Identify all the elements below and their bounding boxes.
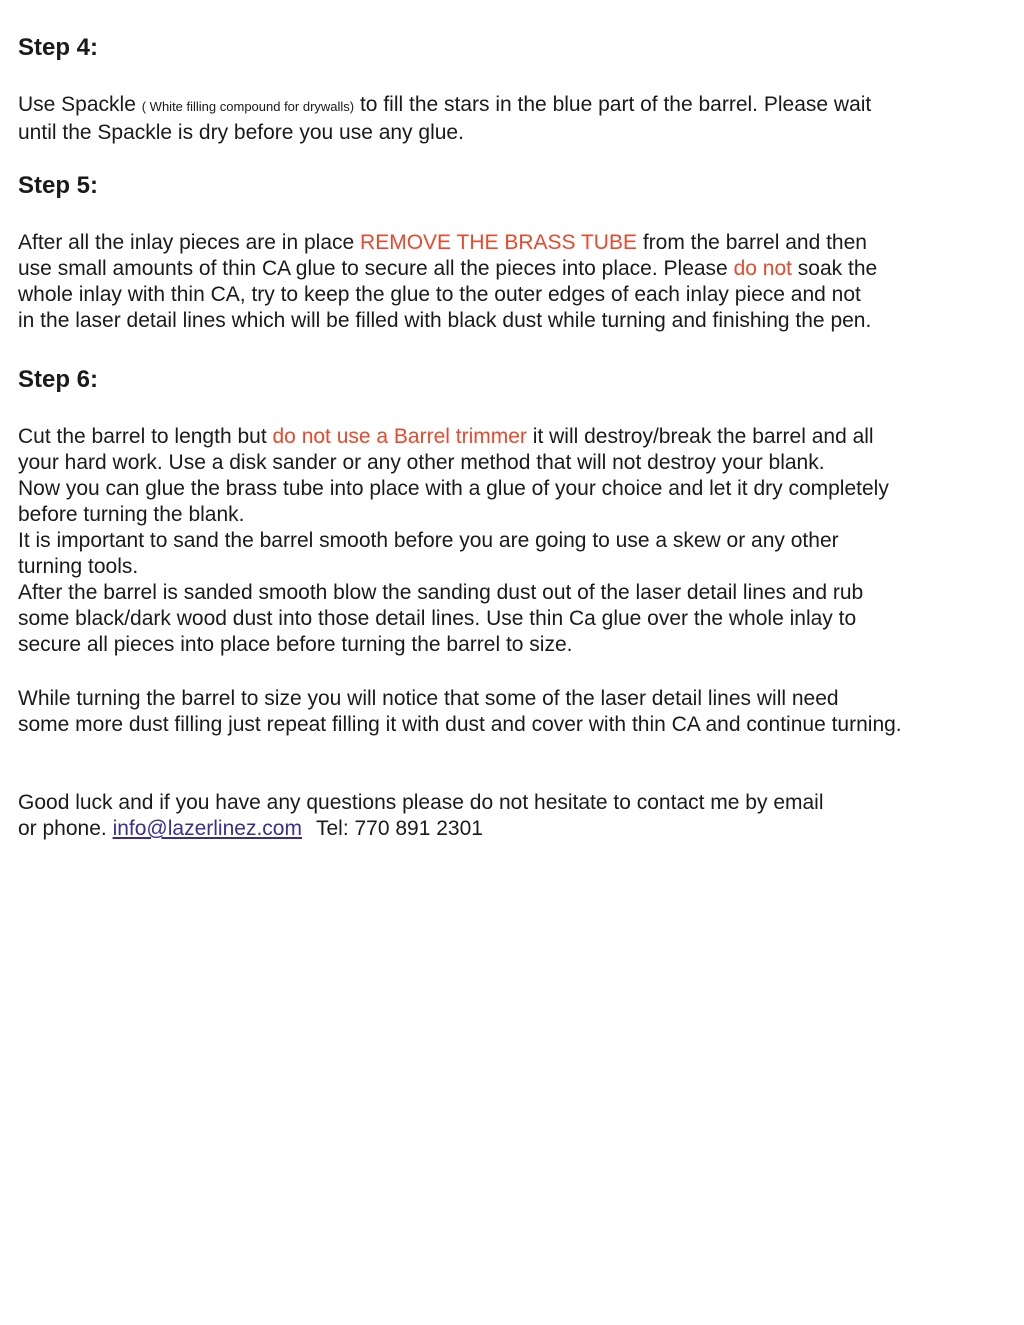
barrel-trimmer-warning: do not use a Barrel trimmer <box>272 425 527 448</box>
step-5-paragraph <box>18 230 877 334</box>
step-6-text: secure all pieces into place before turning the barrel to size. <box>18 633 573 656</box>
step-4-text: to fill the stars in the blue part of the barrel. Please wait <box>354 93 872 116</box>
closing-text: or phone. <box>18 817 113 840</box>
do-not-warning: do not <box>733 257 792 280</box>
step-5-text: soak the <box>791 257 878 280</box>
spackle-note: ( White filling compound for drywalls) <box>141 99 355 114</box>
step-6-text: before turning the blank. <box>18 503 245 526</box>
step-6-paragraph <box>18 424 889 658</box>
email-link[interactable]: info@lazerlinez.com <box>112 817 302 840</box>
turning-text: some more dust filling just repeat filling it with dust and cover with thin CA and continue turning. <box>18 713 902 736</box>
turning-text: While turning the barrel to size you will notice that some of the laser detail lines will need <box>18 687 839 710</box>
step-6-text: it will destroy/break the barrel and all <box>526 425 874 448</box>
step-5-text: from the barrel and then <box>637 231 867 254</box>
step-5-text: use small amounts of thin CA glue to secure all the pieces into place. Please <box>18 257 734 280</box>
step-4-paragraph <box>18 92 871 146</box>
turning-paragraph <box>18 686 902 738</box>
closing-paragraph <box>18 790 824 842</box>
remove-brass-tube-warning: REMOVE THE BRASS TUBE <box>360 231 637 254</box>
step-6-heading: Step 6: <box>18 366 99 393</box>
step-5-heading: Step 5: <box>18 172 99 199</box>
step-5-text: After all the inlay pieces are in place <box>18 231 361 254</box>
step-6-text: It is important to sand the barrel smooth before you are going to use a skew or any other <box>18 529 839 552</box>
step-4-text: Use Spackle <box>18 93 142 116</box>
step-6-text: turning tools. <box>18 555 139 578</box>
phone-number: Tel: 770 891 2301 <box>315 817 483 840</box>
step-6-text: Now you can glue the brass tube into place with a glue of your choice and let it dry completely <box>18 477 889 500</box>
step-5-text: in the laser detail lines which will be filled with black dust while turning and finishing the pen. <box>18 309 872 332</box>
step-6-text: After the barrel is sanded smooth blow the sanding dust out of the laser detail lines and rub <box>18 581 864 604</box>
step-6-text: Cut the barrel to length but <box>18 425 273 448</box>
step-5-text: whole inlay with thin CA, try to keep the glue to the outer edges of each inlay piece and not <box>18 283 861 306</box>
step-4-text: until the Spackle is dry before you use any glue. <box>18 121 464 144</box>
step-6-text: some black/dark wood dust into those detail lines. Use thin Ca glue over the whole inlay to <box>18 607 857 630</box>
step-4-heading: Step 4: <box>18 34 99 61</box>
step-6-text: your hard work. Use a disk sander or any other method that will not destroy your blank. <box>18 451 825 474</box>
closing-text: Good luck and if you have any questions please do not hesitate to contact me by email <box>18 791 824 814</box>
